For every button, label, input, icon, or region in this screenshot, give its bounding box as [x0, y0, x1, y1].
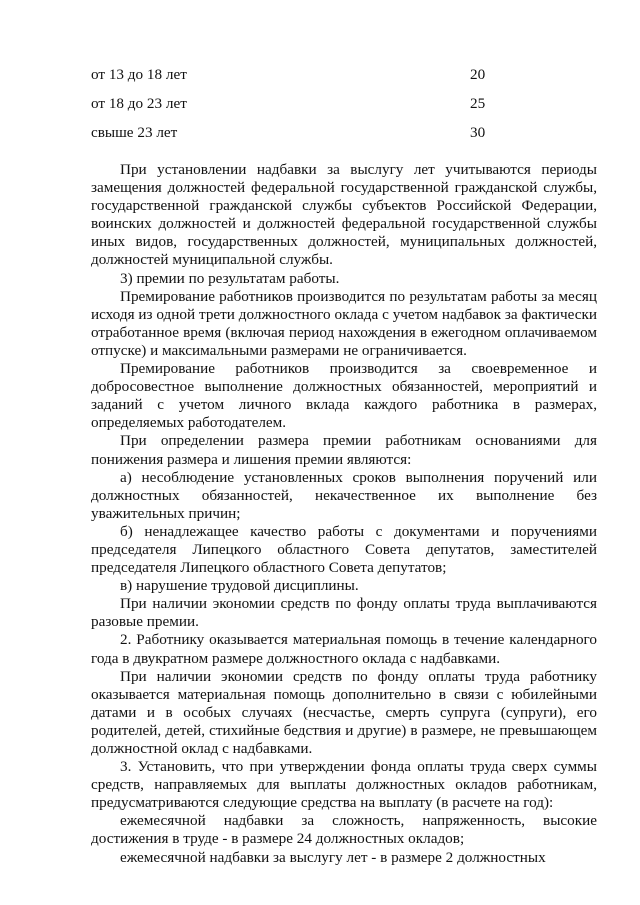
- table-row: [91, 124, 511, 142]
- paragraph: При наличии экономии средств по фонду оплаты труда выплачиваются разовые премии.: [91, 595, 597, 631]
- paragraph: а) несоблюдение установленных сроков выполнения поручений или должностных обязанностей, некачественное их выполнение без уважительных причин;: [91, 468, 597, 522]
- paragraph: ежемесячной надбавки за выслугу лет - в размере 2 должностных: [120, 848, 546, 866]
- paragraph: При наличии экономии средств по фонду оплаты труда работнику оказывается материальная помощь дополнительно в связи с юбилейными датами и в особых случаях (несчастье, смерть супруга (супруги), его родителей, детей, стихийные бедствия и другие) в размере, не превышающем должностной оклад с надбавками.: [91, 667, 597, 757]
- percent-cell: 30: [470, 124, 486, 141]
- paragraph: Премирование работников производится по результатам работы за месяц исходя из одной трети должностного оклада с учетом надбавок за фактически отработанное время (включая период нахождения в ежегодном оплачиваемом отпуске) и максимальными размерами не ограничивается.: [91, 287, 597, 359]
- table-row: [91, 66, 511, 84]
- table-row: [91, 95, 511, 113]
- paragraph: При определении размера премии работникам основаниями для понижения размера и лишения премии являются:: [91, 432, 597, 468]
- paragraph: 3) премии по результатам работы.: [120, 269, 340, 287]
- paragraph: 3. Установить, что при утверждении фонда оплаты труда сверх суммы средств, направляемых для выплаты должностных окладов работникам, предусматриваются следующие средства на выплату (в расчете на год):: [91, 758, 597, 812]
- paragraph: 2. Работнику оказывается материальная помощь в течение календарного года в двукратном размере должностного оклада с надбавками.: [91, 631, 597, 667]
- period-cell: от 18 до 23 лет: [91, 95, 187, 112]
- paragraph: ежемесячной надбавки за сложность, напряженность, высокие достижения в труде - в размере 24 должностных окладов;: [91, 812, 597, 848]
- percent-cell: 25: [470, 95, 486, 112]
- paragraph: в) нарушение трудовой дисциплины.: [120, 577, 359, 595]
- body-text: [91, 161, 597, 867]
- period-cell: свыше 23 лет: [91, 124, 178, 141]
- percent-cell: 20: [470, 66, 486, 83]
- period-cell: от 13 до 18 лет: [91, 66, 187, 83]
- paragraph: б) ненадлежащее качество работы с документами и поручениями председателя Липецкого областного Совета депутатов, заместителей председателя Липецкого областного Совета депутатов;: [91, 522, 597, 577]
- paragraph: При установлении надбавки за выслугу лет учитываются периоды замещения должностей федеральной государственной гражданской службы, государственной гражданской службы субъектов Российской Федерации, воинских должностей и должностей федеральной государственной службы иных видов, государственных должностей, муниципальных должностей, должностей муниципальной службы.: [91, 161, 597, 269]
- paragraph: Премирование работников производится за своевременное и добросовестное выполнение должностных обязанностей, мероприятий и заданий с учетом личного вклада каждого работника в размерах, определяемых работодателем.: [91, 360, 597, 432]
